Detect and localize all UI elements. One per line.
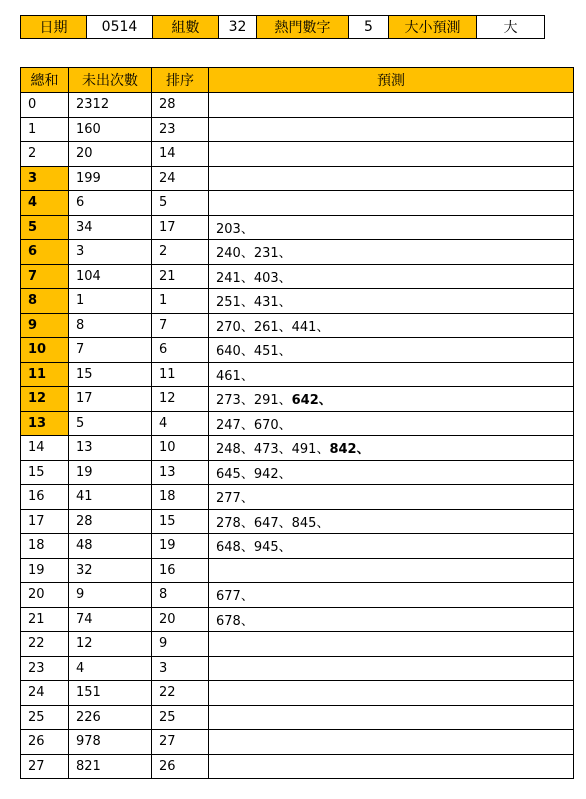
table-row: [21, 215, 574, 240]
header-row: [21, 16, 545, 39]
date-value: 0514: [87, 16, 153, 39]
table-row: [21, 681, 574, 706]
missed-count-cell: 74: [69, 607, 152, 632]
missed-count-cell: 13: [69, 436, 152, 461]
column-header-missed-count: 未出次數: [69, 68, 152, 93]
rank-cell: 16: [152, 558, 209, 583]
table-row: [21, 338, 574, 363]
prediction-cell: [209, 681, 574, 706]
prediction-text: 247、670、: [216, 417, 292, 433]
sum-cell: 25: [21, 705, 69, 730]
missed-count-cell: 2312: [69, 93, 152, 118]
missed-count-cell: 32: [69, 558, 152, 583]
table-row: [21, 362, 574, 387]
prediction-cell: [209, 362, 574, 387]
rank-cell: 21: [152, 264, 209, 289]
rank-cell: 2: [152, 240, 209, 265]
sum-cell: 12: [21, 387, 69, 412]
rank-cell: 3: [152, 656, 209, 681]
sum-cell: 20: [21, 583, 69, 608]
rank-cell: 7: [152, 313, 209, 338]
prediction-cell: [209, 730, 574, 755]
table-row: [21, 754, 574, 779]
table-row: [21, 583, 574, 608]
table-row: [21, 632, 574, 657]
sum-cell: 17: [21, 509, 69, 534]
hot-number-value: 5: [349, 16, 389, 39]
rank-cell: 9: [152, 632, 209, 657]
column-header-prediction: 預測: [209, 68, 574, 93]
rank-cell: 12: [152, 387, 209, 412]
prediction-text: 277、: [216, 491, 254, 507]
rank-cell: 11: [152, 362, 209, 387]
prediction-cell: [209, 632, 574, 657]
rank-cell: 6: [152, 338, 209, 363]
sum-cell: 4: [21, 191, 69, 216]
prediction-cell: [209, 215, 574, 240]
prediction-cell: [209, 338, 574, 363]
table-row: [21, 485, 574, 510]
prediction-text: 645、942、: [216, 466, 292, 482]
prediction-cell: [209, 509, 574, 534]
prediction-text: 273、291、: [216, 393, 292, 409]
missed-count-cell: 199: [69, 166, 152, 191]
prediction-cell: [209, 264, 574, 289]
missed-count-cell: 48: [69, 534, 152, 559]
rank-cell: 13: [152, 460, 209, 485]
prediction-text: 640、451、: [216, 344, 292, 360]
prediction-bold-text: 642、: [291, 393, 332, 409]
size-prediction-value: 大: [477, 16, 545, 39]
prediction-bold-text: 842、: [329, 442, 370, 458]
rank-cell: 22: [152, 681, 209, 706]
rank-cell: 28: [152, 93, 209, 118]
sum-cell: 15: [21, 460, 69, 485]
sum-cell: 0: [21, 93, 69, 118]
sum-cell: 21: [21, 607, 69, 632]
rank-cell: 1: [152, 289, 209, 314]
group-count-label: 組數: [153, 16, 219, 39]
prediction-cell: [209, 754, 574, 779]
rank-cell: 25: [152, 705, 209, 730]
prediction-text: 251、431、: [216, 295, 292, 311]
prediction-cell: [209, 117, 574, 142]
sum-cell: 11: [21, 362, 69, 387]
prediction-cell: [209, 191, 574, 216]
table-row: [21, 313, 574, 338]
missed-count-cell: 28: [69, 509, 152, 534]
rank-cell: 24: [152, 166, 209, 191]
rank-cell: 26: [152, 754, 209, 779]
sum-cell: 10: [21, 338, 69, 363]
rank-cell: 15: [152, 509, 209, 534]
prediction-text: 648、945、: [216, 540, 292, 556]
table-row: [21, 289, 574, 314]
sum-cell: 1: [21, 117, 69, 142]
sum-cell: 5: [21, 215, 69, 240]
missed-count-cell: 151: [69, 681, 152, 706]
table-row: [21, 166, 574, 191]
rank-cell: 23: [152, 117, 209, 142]
sum-cell: 13: [21, 411, 69, 436]
prediction-cell: [209, 436, 574, 461]
table-row: [21, 117, 574, 142]
date-label: 日期: [21, 16, 87, 39]
rank-cell: 17: [152, 215, 209, 240]
sum-cell: 22: [21, 632, 69, 657]
group-count-value: 32: [219, 16, 257, 39]
table-row: [21, 656, 574, 681]
prediction-cell: [209, 387, 574, 412]
header-table: [20, 15, 545, 39]
missed-count-cell: 5: [69, 411, 152, 436]
sum-cell: 14: [21, 436, 69, 461]
prediction-cell: [209, 534, 574, 559]
prediction-cell: [209, 656, 574, 681]
sum-cell: 3: [21, 166, 69, 191]
column-header-sum: 總和: [21, 68, 69, 93]
missed-count-cell: 41: [69, 485, 152, 510]
sum-cell: 18: [21, 534, 69, 559]
rank-cell: 8: [152, 583, 209, 608]
rank-cell: 19: [152, 534, 209, 559]
prediction-cell: [209, 607, 574, 632]
missed-count-cell: 20: [69, 142, 152, 167]
missed-count-cell: 7: [69, 338, 152, 363]
prediction-text: 461、: [216, 368, 254, 384]
missed-count-cell: 9: [69, 583, 152, 608]
missed-count-cell: 34: [69, 215, 152, 240]
table-row: [21, 460, 574, 485]
rank-cell: 10: [152, 436, 209, 461]
prediction-text: 203、: [216, 221, 254, 237]
prediction-cell: [209, 411, 574, 436]
missed-count-cell: 104: [69, 264, 152, 289]
prediction-text: 278、647、845、: [216, 515, 330, 531]
missed-count-cell: 15: [69, 362, 152, 387]
rank-cell: 20: [152, 607, 209, 632]
table-row: [21, 264, 574, 289]
prediction-cell: [209, 240, 574, 265]
sum-cell: 8: [21, 289, 69, 314]
missed-count-cell: 160: [69, 117, 152, 142]
missed-count-cell: 8: [69, 313, 152, 338]
table-row: [21, 705, 574, 730]
rank-cell: 18: [152, 485, 209, 510]
missed-count-cell: 1: [69, 289, 152, 314]
prediction-text: 678、: [216, 613, 254, 629]
table-row: [21, 534, 574, 559]
prediction-cell: [209, 166, 574, 191]
prediction-cell: [209, 485, 574, 510]
prediction-text: 677、: [216, 589, 254, 605]
table-row: [21, 411, 574, 436]
table-row: [21, 387, 574, 412]
missed-count-cell: 3: [69, 240, 152, 265]
prediction-text: 241、403、: [216, 270, 292, 286]
prediction-cell: [209, 289, 574, 314]
missed-count-cell: 12: [69, 632, 152, 657]
prediction-text: 240、231、: [216, 246, 292, 262]
missed-count-cell: 6: [69, 191, 152, 216]
rank-cell: 27: [152, 730, 209, 755]
sum-cell: 16: [21, 485, 69, 510]
sum-cell: 6: [21, 240, 69, 265]
prediction-text: 270、261、441、: [216, 319, 330, 335]
missed-count-cell: 226: [69, 705, 152, 730]
table-row: [21, 191, 574, 216]
prediction-cell: [209, 313, 574, 338]
sum-cell: 27: [21, 754, 69, 779]
prediction-table: [20, 67, 574, 779]
rank-cell: 14: [152, 142, 209, 167]
prediction-cell: [209, 93, 574, 118]
sum-cell: 7: [21, 264, 69, 289]
table-row: [21, 558, 574, 583]
missed-count-cell: 4: [69, 656, 152, 681]
prediction-cell: [209, 460, 574, 485]
sum-cell: 9: [21, 313, 69, 338]
prediction-cell: [209, 705, 574, 730]
size-prediction-label: 大小預測: [389, 16, 477, 39]
rank-cell: 5: [152, 191, 209, 216]
missed-count-cell: 19: [69, 460, 152, 485]
sum-cell: 26: [21, 730, 69, 755]
table-row: [21, 436, 574, 461]
missed-count-cell: 17: [69, 387, 152, 412]
column-header-rank: 排序: [152, 68, 209, 93]
sum-cell: 19: [21, 558, 69, 583]
prediction-text: 248、473、491、: [216, 442, 330, 458]
rank-cell: 4: [152, 411, 209, 436]
prediction-table-body: [21, 68, 574, 779]
table-row: [21, 607, 574, 632]
table-row: [21, 240, 574, 265]
prediction-cell: [209, 558, 574, 583]
table-row: [21, 142, 574, 167]
prediction-cell: [209, 142, 574, 167]
table-row: [21, 509, 574, 534]
table-row: [21, 93, 574, 118]
table-row: [21, 730, 574, 755]
missed-count-cell: 821: [69, 754, 152, 779]
table-header-row: [21, 68, 574, 93]
sum-cell: 23: [21, 656, 69, 681]
sum-cell: 2: [21, 142, 69, 167]
sum-cell: 24: [21, 681, 69, 706]
missed-count-cell: 978: [69, 730, 152, 755]
prediction-cell: [209, 583, 574, 608]
hot-number-label: 熱門數字: [257, 16, 349, 39]
